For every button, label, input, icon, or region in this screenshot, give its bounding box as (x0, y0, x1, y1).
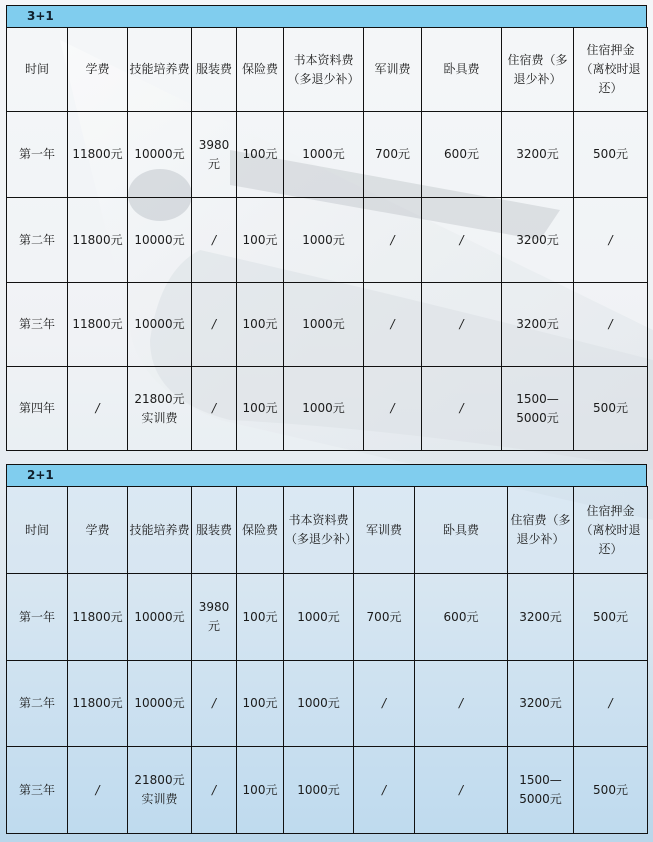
fee-table (6, 27, 648, 451)
header-cell: 服装费 (192, 487, 237, 574)
table-cell: 100元 (237, 367, 284, 451)
table-cell: / (192, 283, 237, 367)
table-cell: 3980元 (192, 574, 237, 661)
table-cell: 11800元 (68, 112, 128, 198)
table-cell: 10000元 (128, 661, 192, 747)
header-cell: 卧具费 (415, 487, 508, 574)
table-row (7, 747, 648, 834)
year-cell: 第三年 (7, 283, 68, 367)
header-cell: 住宿费（多退少补） (508, 487, 574, 574)
table-cell: 600元 (415, 574, 508, 661)
table-cell: / (422, 198, 502, 283)
table-cell: / (68, 747, 128, 834)
table-cell: 1500—5000元 (508, 747, 574, 834)
table-cell: / (364, 283, 422, 367)
table-cell: 500元 (574, 747, 648, 834)
section-label: 3+1 (6, 5, 647, 27)
table-cell: / (574, 198, 648, 283)
table-cell: 3200元 (502, 283, 574, 367)
year-cell: 第四年 (7, 367, 68, 451)
table-cell: 3200元 (502, 198, 574, 283)
table-cell: 11800元 (68, 283, 128, 367)
table-cell: 500元 (574, 112, 648, 198)
table-cell: 21800元实训费 (128, 367, 192, 451)
section-3plus1 (6, 5, 647, 451)
header-cell: 住宿押金（离校时退还） (574, 28, 648, 112)
section-label: 2+1 (6, 464, 647, 486)
table-cell: 1000元 (284, 574, 354, 661)
table-row (7, 198, 648, 283)
header-cell: 卧具费 (422, 28, 502, 112)
table-cell: 11800元 (68, 198, 128, 283)
table-cell: 10000元 (128, 283, 192, 367)
table-cell: 1000元 (284, 283, 364, 367)
header-cell: 保险费 (237, 28, 284, 112)
table-cell: 600元 (422, 112, 502, 198)
header-cell: 书本资料费（多退少补） (284, 487, 354, 574)
table-cell: 1000元 (284, 747, 354, 834)
table-cell: 10000元 (128, 574, 192, 661)
year-cell: 第一年 (7, 112, 68, 198)
header-cell: 学费 (68, 487, 128, 574)
year-cell: 第三年 (7, 747, 68, 834)
table-cell: / (192, 747, 237, 834)
table-cell: 10000元 (128, 112, 192, 198)
header-cell: 技能培养费 (128, 487, 192, 574)
table-cell: 100元 (237, 283, 284, 367)
section-2plus1 (6, 464, 647, 834)
header-cell: 学费 (68, 28, 128, 112)
table-cell: 100元 (237, 574, 284, 661)
table-cell: 1000元 (284, 661, 354, 747)
header-cell: 军训费 (364, 28, 422, 112)
header-cell: 技能培养费 (128, 28, 192, 112)
table-cell: / (415, 661, 508, 747)
year-cell: 第二年 (7, 198, 68, 283)
year-cell: 第一年 (7, 574, 68, 661)
header-cell: 保险费 (237, 487, 284, 574)
table-cell: / (415, 747, 508, 834)
table-cell: 500元 (574, 367, 648, 451)
table-cell: 100元 (237, 747, 284, 834)
table-cell: 11800元 (68, 574, 128, 661)
table-cell: 1000元 (284, 112, 364, 198)
table-cell: 100元 (237, 661, 284, 747)
table-cell: / (422, 367, 502, 451)
table-cell: 500元 (574, 574, 648, 661)
table-cell: / (364, 367, 422, 451)
header-row (7, 28, 648, 112)
header-cell: 书本资料费（多退少补） (284, 28, 364, 112)
header-cell: 住宿费（多退少补） (502, 28, 574, 112)
header-cell: 时间 (7, 487, 68, 574)
table-cell: / (364, 198, 422, 283)
table-cell: 11800元 (68, 661, 128, 747)
table-row (7, 367, 648, 451)
table-cell: 1500—5000元 (502, 367, 574, 451)
table-cell: 3980元 (192, 112, 237, 198)
table-cell: / (192, 198, 237, 283)
table-row (7, 574, 648, 661)
table-cell: 1000元 (284, 367, 364, 451)
header-cell: 服装费 (192, 28, 237, 112)
table-cell: 700元 (364, 112, 422, 198)
table-cell: 10000元 (128, 198, 192, 283)
table-cell: 1000元 (284, 198, 364, 283)
header-row (7, 487, 648, 574)
year-cell: 第二年 (7, 661, 68, 747)
table-cell: / (192, 661, 237, 747)
table-cell: 21800元实训费 (128, 747, 192, 834)
table-row (7, 661, 648, 747)
table-cell: / (422, 283, 502, 367)
fee-table (6, 486, 648, 834)
table-cell: 3200元 (502, 112, 574, 198)
table-cell: 100元 (237, 112, 284, 198)
table-cell: / (68, 367, 128, 451)
table-cell: 100元 (237, 198, 284, 283)
table-cell: / (574, 661, 648, 747)
header-cell: 时间 (7, 28, 68, 112)
table-cell: / (354, 747, 415, 834)
table-cell: / (354, 661, 415, 747)
header-cell: 住宿押金（离校时退还） (574, 487, 648, 574)
table-row (7, 112, 648, 198)
table-cell: / (192, 367, 237, 451)
table-row (7, 283, 648, 367)
table-cell: / (574, 283, 648, 367)
table-cell: 3200元 (508, 574, 574, 661)
table-cell: 700元 (354, 574, 415, 661)
header-cell: 军训费 (354, 487, 415, 574)
table-cell: 3200元 (508, 661, 574, 747)
